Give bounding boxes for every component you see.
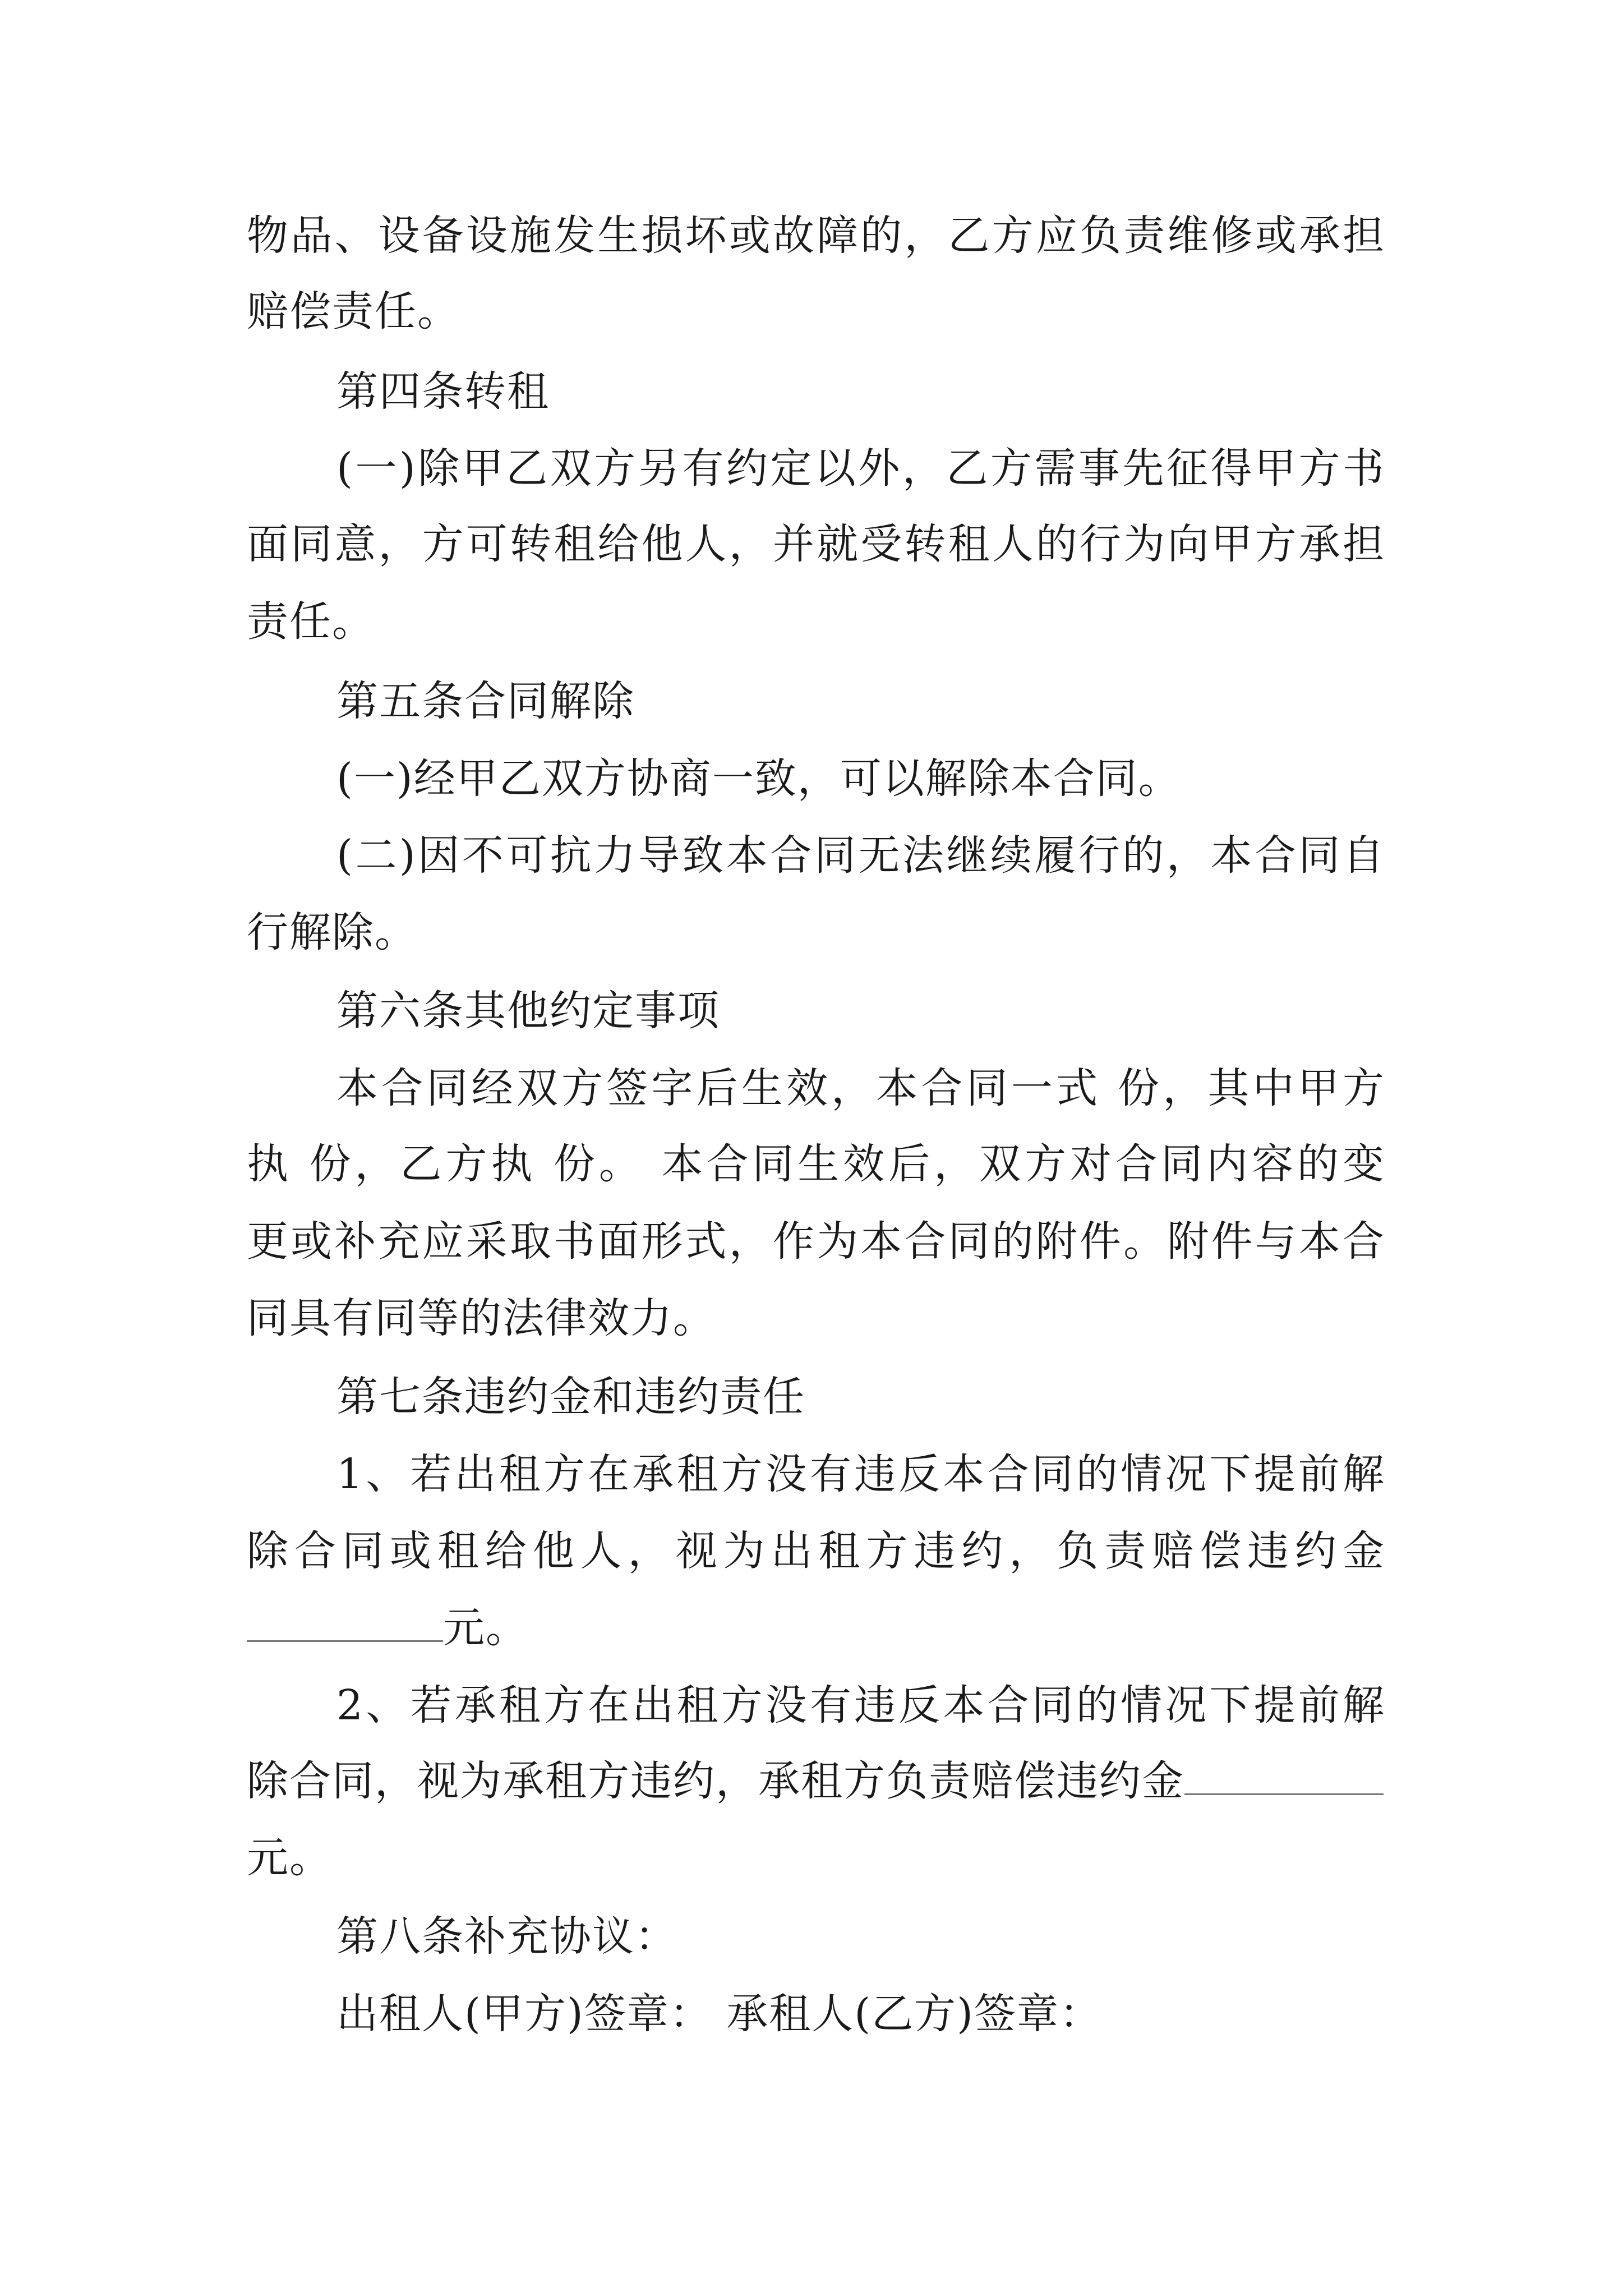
text-line: 本合同经双方签字后生效，本合同一式 份，其中甲方 <box>336 1064 1385 1112</box>
signature-line: 出租人(甲方)签章： 承租人(乙方)签章： <box>336 1990 1103 2038</box>
section-heading: 第五条合同解除 <box>336 677 635 725</box>
text-fragment: 元。 <box>443 1604 528 1652</box>
text-line <box>247 1600 1385 1656</box>
text-line: 赔偿责任。 <box>247 287 460 335</box>
text-line: 2、若承租方在出租方没有违反本合同的情况下提前解 <box>336 1681 1385 1729</box>
text-fragment: 除合同，视为承租方违约，承租方负责赔偿违约金 <box>247 1757 1184 1805</box>
text-line: 面同意，方可转租给他人，并就受转租人的行为向甲方承担 <box>247 520 1385 568</box>
text-line: 执 份，乙方执 份。 本合同生效后，双方对合同内容的变 <box>247 1140 1385 1188</box>
text-line: (二)因不可抗力导致本合同无法继续履行的，本合同自 <box>336 831 1385 880</box>
text-line: 责任。 <box>247 597 375 646</box>
text-line: 物品、设备设施发生损坏或故障的，乙方应负责维修或承担 <box>247 211 1385 260</box>
text-line: 除合同或租给他人，视为出租方违约，负责赔偿违约金 <box>247 1527 1385 1575</box>
text-line: (一)除甲乙双方另有约定以外，乙方需事先征得甲方书 <box>336 444 1385 493</box>
section-heading: 第八条补充协议： <box>336 1912 677 1961</box>
section-heading: 第七条违约金和违约责任 <box>336 1373 805 1421</box>
text-line: 更或补充应采取书面形式，作为本合同的附件。附件与本合 <box>247 1217 1385 1266</box>
text-line <box>247 1753 1385 1809</box>
section-heading: 第四条转租 <box>336 367 550 416</box>
text-line: 1、若出租方在承租方没有违反本合同的情况下提前解 <box>336 1450 1385 1498</box>
text-line: 元。 <box>247 1834 332 1882</box>
text-line: (一)经甲乙双方协商一致，可以解除本合同。 <box>336 754 1181 803</box>
fill-in-blank <box>247 1601 443 1642</box>
text-line: 同具有同等的法律效力。 <box>247 1294 716 1342</box>
section-heading: 第六条其他约定事项 <box>336 987 720 1035</box>
text-line: 行解除。 <box>247 908 417 956</box>
fill-in-blank <box>1184 1754 1384 1795</box>
